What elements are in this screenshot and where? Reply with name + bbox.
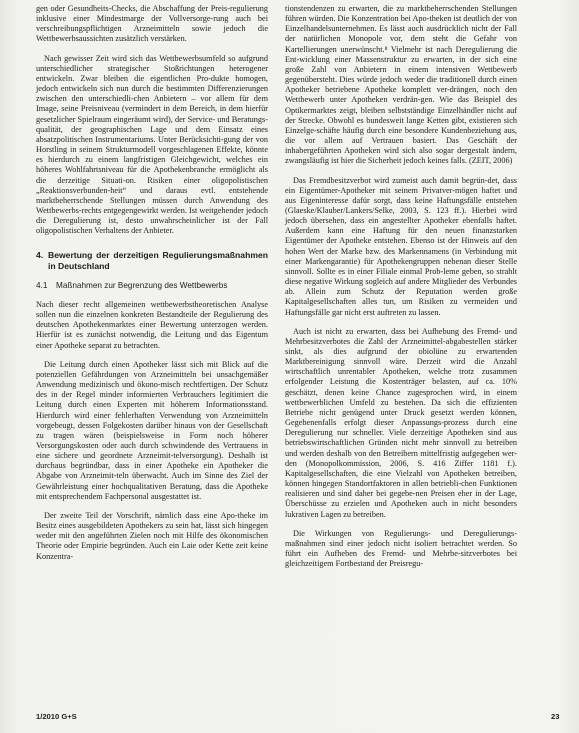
body-paragraph: Die Leitung durch einen Apotheker lässt sich mit Blick auf die potenziellen Gefährdungen von Arzneimitteln bei unsachgemäßer Anwendung medizinisch und ökono-misch rechtfertigen. Der Schutz des in der Regel minder informierten Verbrauchers legitimiert die Leitung durch einen Experten mit höherem Informationsstand. Hierdurch wird einer fehlerhaften Verwendung von Arzneimitteln vorgebeugt, dessen Folgekosten darüber hinaus von der Gesellschaft zu tragen wären (beispielsweise in Form noch höherer Versorgungskosten oder auch durch schwindende des Vertrauens in eine sichere und geordnete Arzneimit-telversorgung). Deshalb ist durchaus begründbar, dass in einer Apotheke ein Apotheker die Abgabe von Arzneimit-teln überwacht. Auch im Sinne des Ziel der Gewährleistung einer hochqualitativen Beratung, dass die Apotheke mit entsprechendem Fachpersonal ausgestattet ist. xyxy=(36,359,268,501)
subsection-heading xyxy=(36,281,268,292)
left-column xyxy=(36,4,268,571)
section-heading xyxy=(36,250,268,271)
body-paragraph: Das Fremdbesitzverbot wird zumeist auch damit begrün-det, dass ein Eigentümer-Apotheker mit seinem Privatver-mögen haftet und aus Eigeninteresse dafür sorgt, dass keine Haftungsfälle entstehen (Glaeske/Klauber/Lankers/Selke, 2003, S. 123 ff.). Hierbei wird jedoch übersehen, dass ein angestellter Apotheker ebenfalls haftet. Außerdem kann eine Haftung für den neuen finanzstarken Eigentümer der Apotheke entstehen. Ebenso ist der Hinweis auf den hohen Wert der Marke bzw. des Markennamens (in Verbindung mit einer Markengarantie) für Apothekengruppen nebenan dieser Stelle sinnvoll. Sollte es in einer Filiale einmal Prob-leme geben, so strahlt diese negative Wirkung sogleich auf andere Mitglieder des Verbundes ab. Allein zum Schutz der Reputation werden große Kapitalgesellschaften alles tun, um Risiken zu vermeiden und Haftungsfälle gar nicht erst auftreten zu lassen. xyxy=(285,175,517,317)
body-paragraph: Auch ist nicht zu erwarten, dass bei Aufhebung des Fremd- und Mehrbesitzverbotes die Zahl der Arzneimittel-abgabestellen stärker sinkt, als dies aufgrund der obiolüne zu erwartenden Marktbereinigung sinnvoll wäre. Derzeit wird die Anzahl wirtschaftlich unrentabler Apotheken, welche trotz zusammen erfolgender Leistung die Kostenträger belasten, auf ca. 10% geschätzt, denen keine Chance zugesprochen wird, in einem wettbewerblichen Umfeld zu bestehen. Da sich die effizienten Betriebe nicht genügend unter Druck gesetzt werden können, Gegebenenfalls erfolgt dieser Anpassungs-prozess durch eine Deregulierung nur schneller. Viele derzeitige Apotheken sind aus betriebswirtschaftlichen Gründen nicht mehr sinnvoll zu betreiben und werden deshalb von den Betreibern mittelfristig aufgegeben wer-den (Monopolkommission, 2006, S. 416 Ziffer 1181 f.). Kapitalgesellschaften, die eine Vielzahl von Apotheken betreiben, können hingegen Standortfaktoren in allen betriebli-chen Funktionen realisieren und sind daher bei gegebe-nen Preisen eher in der Lage, Überschüsse zu erzielen und Apotheken auch in nicht besonders lukrativen Lagen zu betreiben. xyxy=(285,326,517,519)
subsection-title: Maßnahmen zur Begrenzung des Wettbewerbs xyxy=(56,281,228,291)
body-paragraph: Der zweite Teil der Vorschrift, nämlich dass eine Apo-theke im Besitz eines ausgebildeten Apothekers zu sein hat, lässt sich hingegen weder mit den angeführten Zielen noch mit Hilfe des ökonomischen Theorie oder Empirie begründen. Auch ein Laie oder Kette zeit keine Konzentra- xyxy=(36,510,268,561)
right-column xyxy=(285,4,517,578)
body-paragraph: tionstendenzen zu erwarten, die zu marktbeherrschenden Stellungen führen würden. Die Konzentration bei Apo-theken ist deutlich der von Einzelhandelsunternehmen. Es lässt auch ausdrücklich nicht der Fall der natürlichen Monopole vor, dem steht die Gefahr von Kartellierungen unerwünscht.⁸ Vielmehr ist nach Deregulierung die Ent-wicklung einer Massenstruktur zu erwarten, in der sich eine große Zahl von Anbietern in einem intensiven Wettbewerb gegenübersteht. Dies würde jedoch weder die traditionell durch einen Apotheker betriebene Apotheke komplett ver-drängen, noch den Wettbewerb unter Apotheken verdrän-gen. Wie das Beispiel des Optikermarktes zeigt, bleiben selbstständige Einzelhändler nicht auf der Strecke. Obwohl es bundesweit lange Ketten gibt, existieren sich Einzelge-schäfte häufig durch eine besondere Kundenbeziehung aus, die vor allem auf Vertrauen basiert. Das Geschäft der inhabergeführten Apotheken wird sich also sogar dergestalt ändern, zwangsläufig ist hier die Sicherheit jedoch keines falls. (ZEIT, 2006) xyxy=(285,4,517,166)
body-paragraph: gen oder Gesundheits-Checks, die Abschaffung der Preis-regulierung inklusive einer Mindestmarge der Vollversorge-rung auch bei verschreibungspflichtigen Arzneimitteln sowie jedoch die Wettbewerbsaussichten zusätzlich verstärken. xyxy=(36,4,268,44)
body-paragraph: Die Wirkungen von Regulierungs- und Deregulierungs-maßnahmen sind einer jedoch nicht isoliert betrachtet werden. So führt ein Aufheben des Fremd- und Mehrbe-sitzverbotes bei gleichzeitigem Fortbestand der Preisregu- xyxy=(285,528,517,569)
section-title: Bewertung der derzeitigen Regulierungsmaßnahmen in Deutschland xyxy=(48,250,268,271)
body-paragraph: Nach dieser recht allgemeinen wettbewerbstheoretischen Analyse sollen nun die einzelnen konkreten Bestandteile der Regulierung des deutschen Apothekenmarktes einer Bewertung unterzogen werden. Hierfür ist es zunächst notwendig, die Leitung und das Eigentum einer Apotheke separat zu betrachten. xyxy=(36,299,268,350)
page-number: 23 xyxy=(551,712,560,721)
body-paragraph: Nach gewisser Zeit wird sich das Wettbewerbsumfeld so aufgrund unterschiedlicher strategischer Stoßrichtungen heterogener entwickeln. Zwar bleiben die eigentlichen Pro-dukte homogen, jedoch entwickeln sich nun durch die bestimmten Differenzierungen zwischen den unterschiedli-chen Anbietern – vor allem für dem Image, seine Preisniveau (vermindert in dem Bereich, in dem hierfür gesetzlicher Spielraum eingeräumt wird), der Service- und Beratungs-qualität, der geographischen Lage und dem Einsatz eines absatzpolitischen Instrumentariums. Unter Berücksichti-gung der von Horstling in seinem Strukturmodell vorgeschlagenen Effekte, könnte es hierdurch zu einem langfristigen Gleichgewicht, welches ein höheres Wohlfahrtsniveau für die Apothekenbranche ermöglicht als die derzeitige Situati-on. Risiken einer oligopolistischen „Reaktionsverbunden-heit“ und daraus evtl. entstehende marktbeherrschende Stellungen müssen durch Anwendung des Wettbewerbs-rechts entgegengewirkt werden. Ist weitgehender jedoch die Deregulierung ist, desto unwahrscheinlicher ist der Fall oligopolistischen Verhaltens der Anbieter. xyxy=(36,53,268,236)
subsection-number: 4.1 xyxy=(36,281,48,291)
section-number: 4. xyxy=(36,250,44,261)
issue-label: 1/2010 G+S xyxy=(36,712,77,721)
